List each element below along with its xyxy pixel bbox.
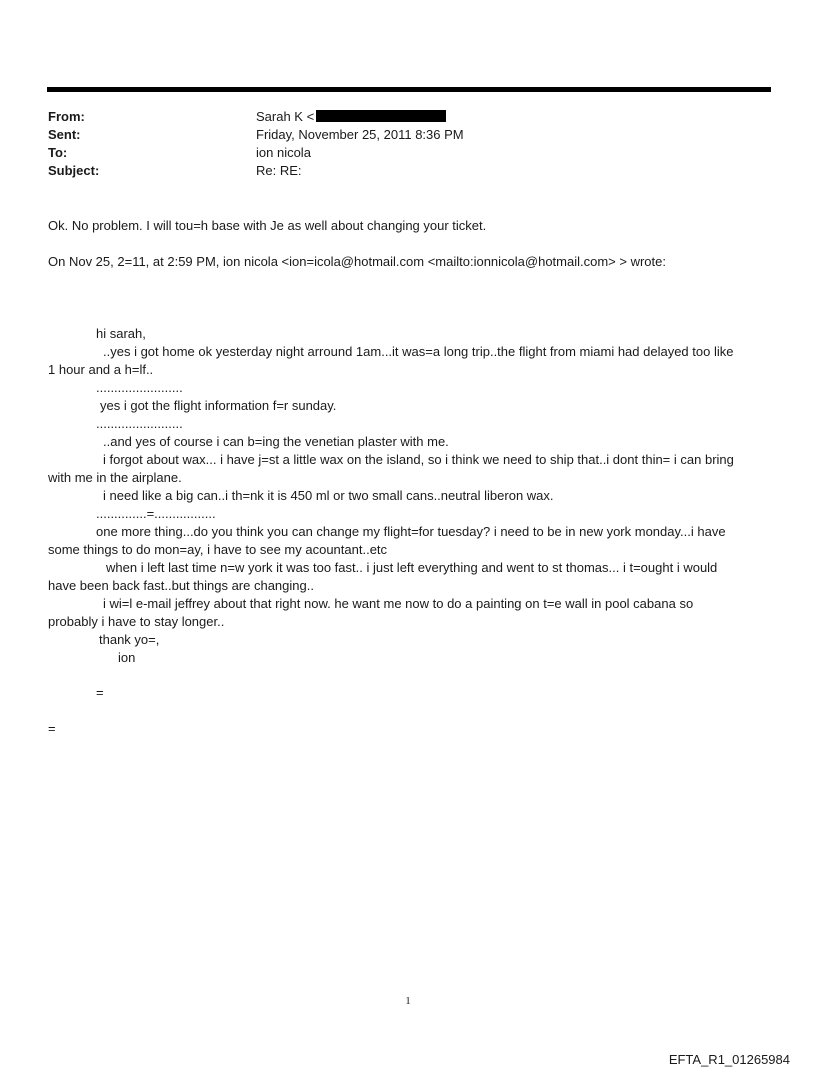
quoted-line: ion (118, 650, 136, 665)
quoted-line: hi sarah, (96, 326, 146, 341)
quoted-line: = (96, 685, 104, 700)
quoted-line: i need like a big can..i th=nk it is 450 ml or two small cans..neutral liberon wax. (103, 488, 554, 503)
quoted-line: probably i have to stay longer.. (48, 614, 225, 629)
quoted-line: some things to do mon=ay, i have to see my acountant..etc (48, 542, 388, 557)
quoted-line: thank yo=, (99, 632, 160, 647)
quoted-line: = (48, 721, 56, 736)
header-rule (47, 87, 771, 92)
quoted-line: when i left last time n=w york it was too fast.. i just left everything and went to st thomas... i t=ought i would (106, 560, 718, 575)
page-number: 1 (405, 995, 411, 1007)
quoted-line: ........................ (96, 416, 183, 431)
to-label: To: (48, 145, 68, 160)
sender-name: Sarah K < (256, 109, 315, 124)
quoted-line: have been back fast..but things are changing.. (48, 578, 314, 593)
subject-label: Subject: (48, 163, 100, 178)
to-value: ion nicola (256, 145, 311, 160)
quoted-line: i forgot about wax... i have j=st a little wax on the island, so i think we need to ship that..i dont thin= i can bring (103, 452, 734, 467)
sent-label: Sent: (48, 127, 81, 142)
redaction-bar (316, 110, 446, 122)
subject-value: Re: RE: (256, 163, 302, 178)
document-id: EFTA_R1_01265984 (668, 1052, 790, 1067)
quoted-line: ..............=................. (96, 506, 216, 521)
quote-intro: On Nov 25, 2=11, at 2:59 PM, ion nicola <ion=icola@hotmail.com <mailto:ionnicola@hotmail.com> > wrote: (48, 254, 666, 269)
from-label: From: (48, 109, 85, 124)
quoted-line: ........................ (96, 380, 183, 395)
from-value (256, 108, 446, 126)
quoted-line: yes i got the flight information f=r sunday. (100, 398, 337, 413)
quoted-line: 1 hour and a h=lf.. (48, 362, 154, 377)
quoted-line: ..yes i got home ok yesterday night arround 1am...it was=a long trip..the flight from miami had delayed too like (103, 344, 734, 359)
reply-text: Ok. No problem. I will tou=h base with Je as well about changing your ticket. (48, 218, 487, 233)
sent-value: Friday, November 25, 2011 8:36 PM (256, 127, 464, 142)
quoted-line: i wi=l e-mail jeffrey about that right now. he want me now to do a painting on t=e wall in pool cabana so (103, 596, 694, 611)
quoted-line: with me in the airplane. (48, 470, 182, 485)
quoted-line: one more thing...do you think you can change my flight=for tuesday? i need to be in new york monday...i have (96, 524, 726, 539)
quoted-line: ..and yes of course i can b=ing the venetian plaster with me. (103, 434, 449, 449)
